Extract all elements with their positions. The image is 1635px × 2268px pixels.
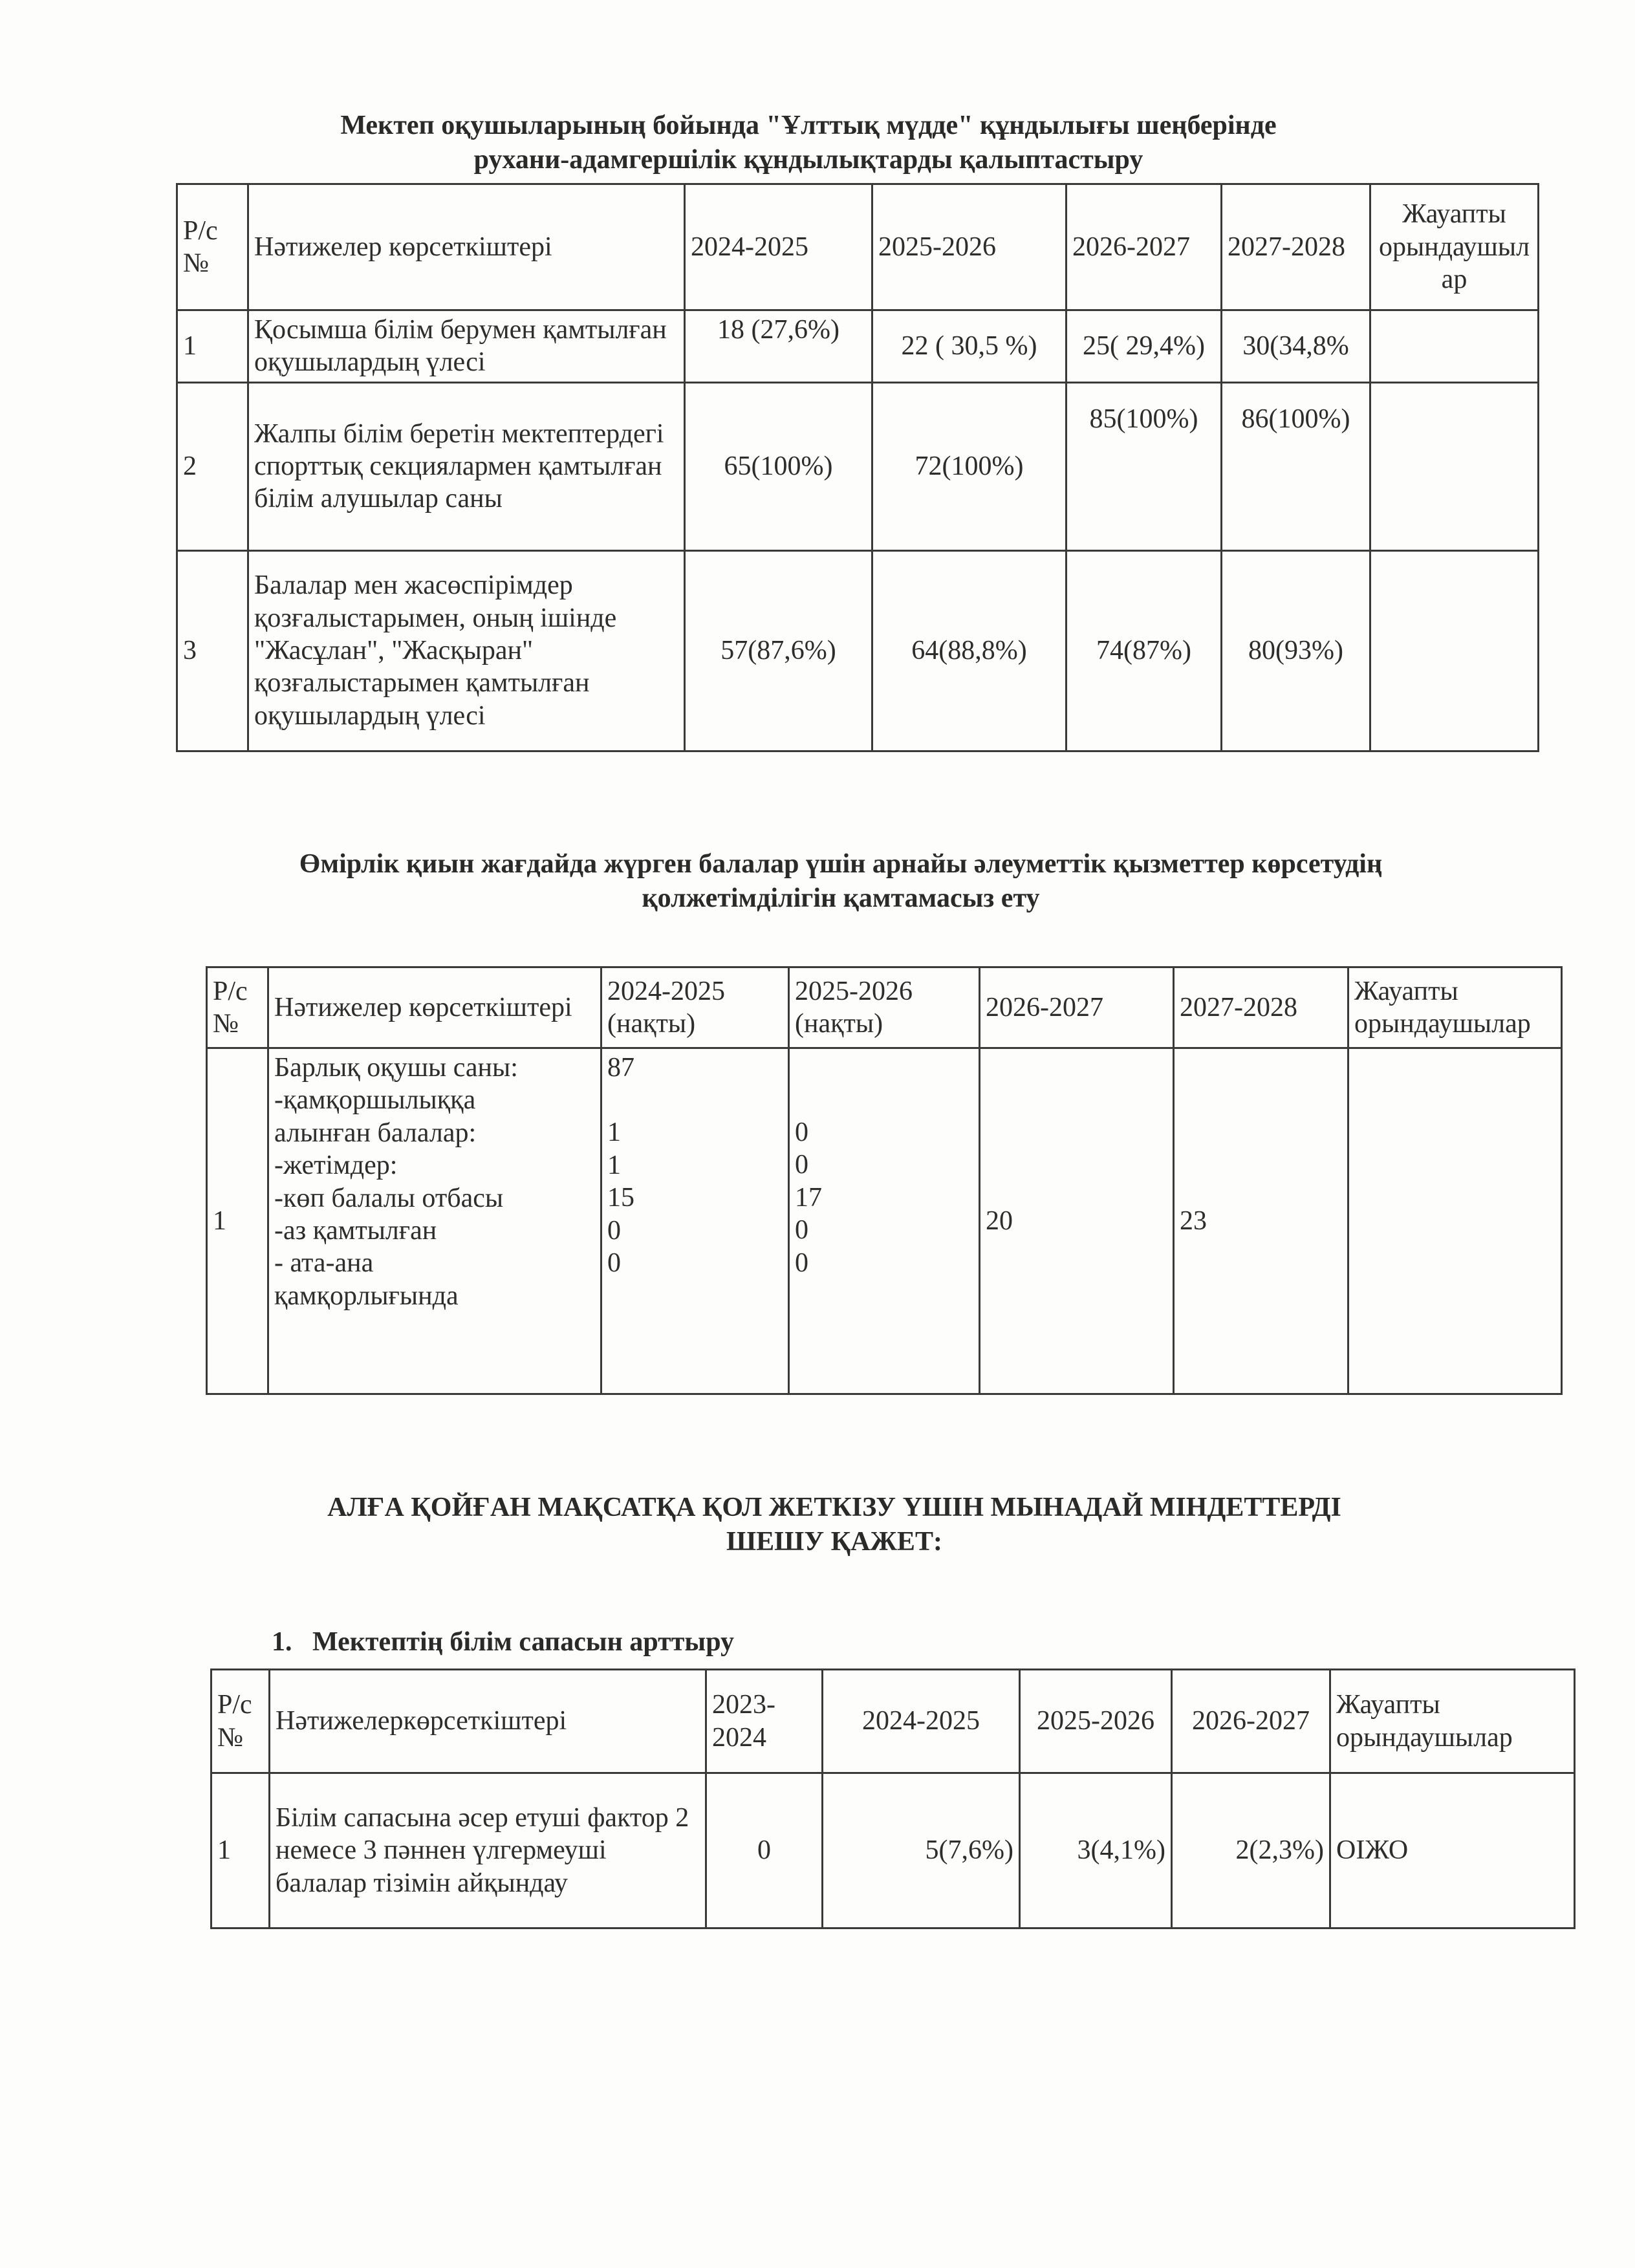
header-responsible: Жауапты орындаушылар: [1348, 967, 1562, 1048]
table-row: [177, 550, 1539, 751]
indicator-line: қамқорлығында: [274, 1280, 459, 1311]
table-header-row: [211, 1670, 1575, 1773]
value-line: [607, 1084, 783, 1116]
row-value: 65(100%): [685, 382, 872, 550]
value-line: [795, 1084, 973, 1116]
section2-title: [175, 847, 1507, 915]
row-num: 2: [177, 382, 248, 550]
row-value: 80(93%): [1222, 550, 1370, 751]
section1-table: [176, 183, 1539, 752]
indicator-line: - ата-ана: [274, 1248, 374, 1279]
indicator-line: Барлық оқушы саны:: [274, 1053, 518, 1083]
table-row: [177, 382, 1539, 550]
row-indicator-list: [268, 1048, 601, 1394]
value-line: [795, 1279, 973, 1312]
row-responsible: [1370, 382, 1539, 550]
row-indicator: Жалпы білім беретін мектептердегі спорттық секциялармен қамтылған білім алушылар саны: [248, 382, 685, 550]
indicator-line: -жетімдер:: [274, 1150, 398, 1181]
value-line: [795, 1052, 973, 1084]
table-header-row: [177, 184, 1539, 310]
row-value: 2(2,3%): [1172, 1773, 1330, 1928]
header-year: 2025-2026: [872, 184, 1067, 310]
value-line: 15: [607, 1183, 634, 1213]
header-year: 2024-2025 (нақты): [601, 967, 789, 1048]
task-text: Мектептің білім сапасын арттыру: [312, 1627, 735, 1657]
section2-title-line2: қолжетімділігін қамтамасыз ету: [642, 883, 1040, 913]
row-value: 5(7,6%): [823, 1773, 1020, 1928]
header-year: 2026-2027: [1067, 184, 1222, 310]
row-values-2025: [789, 1048, 980, 1394]
header-year: 2026-2027: [980, 967, 1174, 1048]
section3-title: [194, 1491, 1475, 1559]
value-line: [607, 1279, 783, 1312]
value-line: 87: [607, 1053, 634, 1083]
header-year: 2027-2028: [1174, 967, 1348, 1048]
row-values-2024: [601, 1048, 789, 1394]
indicator-line: алынған балалар:: [274, 1118, 477, 1148]
value-line: 1: [607, 1150, 621, 1180]
row-value: 0: [706, 1773, 823, 1928]
row-indicator: Балалар мен жасөспірімдер қозғалыстарымен, оның ішінде "Жасұлан", "Жасқыран" қозғалыстарымен қамтылған оқушылардың үлесі: [248, 550, 685, 751]
value-line: 0: [607, 1215, 621, 1246]
table-row: [211, 1773, 1575, 1928]
value-line: 0: [795, 1215, 808, 1246]
table-header-row: [207, 967, 1562, 1048]
row-value: 25( 29,4%): [1067, 310, 1222, 383]
header-indicator: Нәтижелеркөрсеткіштері: [270, 1670, 706, 1773]
row-num: 1: [211, 1773, 270, 1928]
row-num: 1: [177, 310, 248, 383]
header-num: Р/с №: [177, 184, 248, 310]
section3-title-line2: ШЕШУ ҚАЖЕТ:: [726, 1526, 942, 1557]
row-value: 18 (27,6%): [685, 310, 872, 383]
row-responsible: ОІЖО: [1330, 1773, 1575, 1928]
row-num: 1: [207, 1048, 268, 1394]
task-number: 1.: [272, 1627, 292, 1657]
indicator-line: -аз қамтылған: [274, 1215, 437, 1246]
section2-title-line1: Өмірлік қиын жағдайда жүрген балалар үшін арнайы әлеуметтік қызметтер көрсетудің: [299, 849, 1383, 879]
header-year: 2025-2026: [1020, 1670, 1172, 1773]
header-year: 2023-2024: [706, 1670, 823, 1773]
row-value: 20: [980, 1048, 1174, 1394]
value-line: 1: [607, 1118, 621, 1148]
header-num: Р/с №: [207, 967, 268, 1048]
row-indicator: Қосымша білім берумен қамтылған оқушылардың үлесі: [248, 310, 685, 383]
section3-title-line1: АЛҒА ҚОЙҒАН МАҚСАТҚА ҚОЛ ЖЕТКІЗУ ҮШІН МЫНАДАЙ МІНДЕТТЕРДІ: [327, 1493, 1341, 1522]
table-row: [177, 310, 1539, 383]
value-line: 0: [795, 1247, 808, 1278]
row-value: 85(100%): [1067, 382, 1222, 550]
header-year: 2025-2026 (нақты): [789, 967, 980, 1048]
row-value: 64(88,8%): [872, 550, 1067, 751]
row-indicator: Білім сапасына әсер етуші фактор 2 немесе 3 пәннен үлгермеуші балалар тізімін айқындау: [270, 1773, 706, 1928]
row-value: 30(34,8%: [1222, 310, 1370, 383]
header-year: 2024-2025: [823, 1670, 1020, 1773]
row-responsible: [1348, 1048, 1562, 1394]
section3-table: [210, 1669, 1575, 1929]
section2-table: [206, 966, 1563, 1395]
row-num: 3: [177, 550, 248, 751]
header-indicator: Нәтижелер көрсеткіштері: [248, 184, 685, 310]
row-value: 86(100%): [1222, 382, 1370, 550]
value-line: 17: [795, 1182, 822, 1213]
header-responsible: Жауапты орындаушылар: [1330, 1670, 1575, 1773]
table-row: [207, 1048, 1562, 1394]
header-year: 2027-2028: [1222, 184, 1370, 310]
section1-title-line1: Мектеп оқушыларының бойында "Ұлттық мүдде" құндылығы шеңберінде: [340, 111, 1277, 140]
task-list-item: [272, 1625, 734, 1659]
indicator-line: -қамқоршылыққа: [274, 1085, 476, 1116]
row-value: 3(4,1%): [1020, 1773, 1172, 1928]
value-line: 0: [795, 1118, 808, 1147]
row-value: 72(100%): [872, 382, 1067, 550]
value-line: 0: [607, 1247, 621, 1278]
row-value: 22 ( 30,5 %): [872, 310, 1067, 383]
value-line: 0: [795, 1150, 808, 1180]
header-responsible: Жауапты орындаушылар: [1370, 184, 1539, 310]
section1-title-line2: рухани-адамгершілік құндылықтарды қалыптастыру: [473, 144, 1143, 175]
header-num: Р/с №: [211, 1670, 270, 1773]
header-indicator: Нәтижелер көрсеткіштері: [268, 967, 601, 1048]
header-year: 2026-2027: [1172, 1670, 1330, 1773]
row-responsible: [1370, 310, 1539, 383]
indicator-line: -көп балалы отбасы: [274, 1183, 504, 1213]
row-value: 23: [1174, 1048, 1348, 1394]
row-value: 57(87,6%): [685, 550, 872, 751]
section1-title: [194, 109, 1423, 177]
header-year: 2024-2025: [685, 184, 872, 310]
row-responsible: [1370, 550, 1539, 751]
row-value: 74(87%): [1067, 550, 1222, 751]
